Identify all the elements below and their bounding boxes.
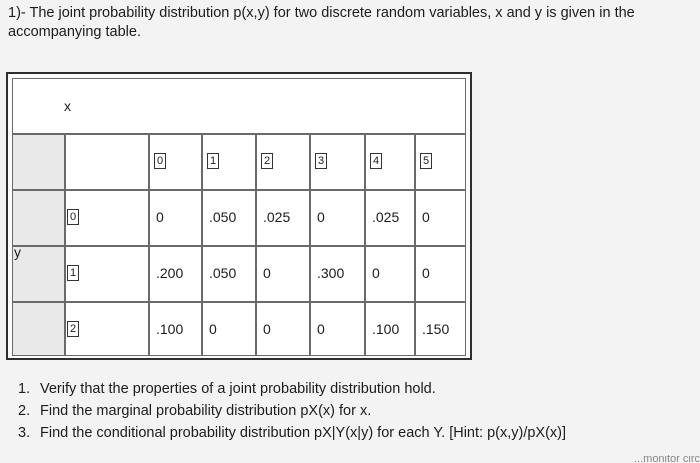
cell-y2-x3: 0 — [310, 302, 365, 356]
cell-y0-x1: .050 — [202, 190, 256, 246]
x-header-1: 1 — [202, 134, 256, 190]
cell-y0-x3: 0 — [310, 190, 365, 246]
cell-y1-x3: .300 — [310, 246, 365, 302]
question-text: Find the conditional probability distribution pX|Y(x|y) for each Y. [Hint: p(x,y)/pX(x)] — [40, 425, 567, 441]
y-axis-cell — [12, 302, 65, 356]
cell-y1-x4: 0 — [365, 246, 415, 302]
cell-y1-x2: 0 — [256, 246, 310, 302]
joint-distribution-table — [6, 72, 472, 360]
y-header-2: 2 — [65, 302, 149, 356]
cell-y1-x1: .050 — [202, 246, 256, 302]
y-axis-cell — [12, 190, 65, 246]
cell-y2-x2: 0 — [256, 302, 310, 356]
x-header-2: 2 — [256, 134, 310, 190]
x-header-blank — [65, 134, 149, 190]
cell-y0-x0: 0 — [149, 190, 202, 246]
cell-y0-x4: .025 — [365, 190, 415, 246]
question-item — [18, 378, 698, 400]
cell-y1-x5: 0 — [415, 246, 466, 302]
question-number: 2. — [18, 403, 31, 419]
question-number: 1. — [18, 381, 31, 397]
cell-y1-x0: .200 — [149, 246, 202, 302]
y-axis-label: y — [14, 244, 21, 260]
cell-y2-x1: 0 — [202, 302, 256, 356]
cell-y2-x0: .100 — [149, 302, 202, 356]
y-header-1: 1 — [65, 246, 149, 302]
question-text: Verify that the properties of a joint probability distribution hold. — [40, 381, 436, 397]
cell-y0-x2: .025 — [256, 190, 310, 246]
cell-y2-x4: .100 — [365, 302, 415, 356]
problem-intro: 1)- The joint probability distribution p(x,y) for two discrete random variables, x and y is given in the accompanying table. — [8, 5, 635, 40]
cell-y2-x5: .150 — [415, 302, 466, 356]
x-axis-label: x — [64, 98, 71, 114]
y-header-0: 0 — [65, 190, 149, 246]
question-list — [18, 378, 698, 444]
question-number: 3. — [18, 425, 31, 441]
x-header-4: 4 — [365, 134, 415, 190]
table-title-row — [12, 78, 466, 134]
x-header-3: 3 — [310, 134, 365, 190]
corner-cell — [12, 134, 65, 190]
question-item — [18, 422, 698, 444]
cell-y0-x5: 0 — [415, 190, 466, 246]
question-item — [18, 400, 698, 422]
x-header-0: 0 — [149, 134, 202, 190]
x-header-5: 5 — [415, 134, 466, 190]
question-text: Find the marginal probability distribution pX(x) for x. — [40, 403, 372, 419]
cropped-corner-text: ...monitor circ — [633, 455, 700, 463]
